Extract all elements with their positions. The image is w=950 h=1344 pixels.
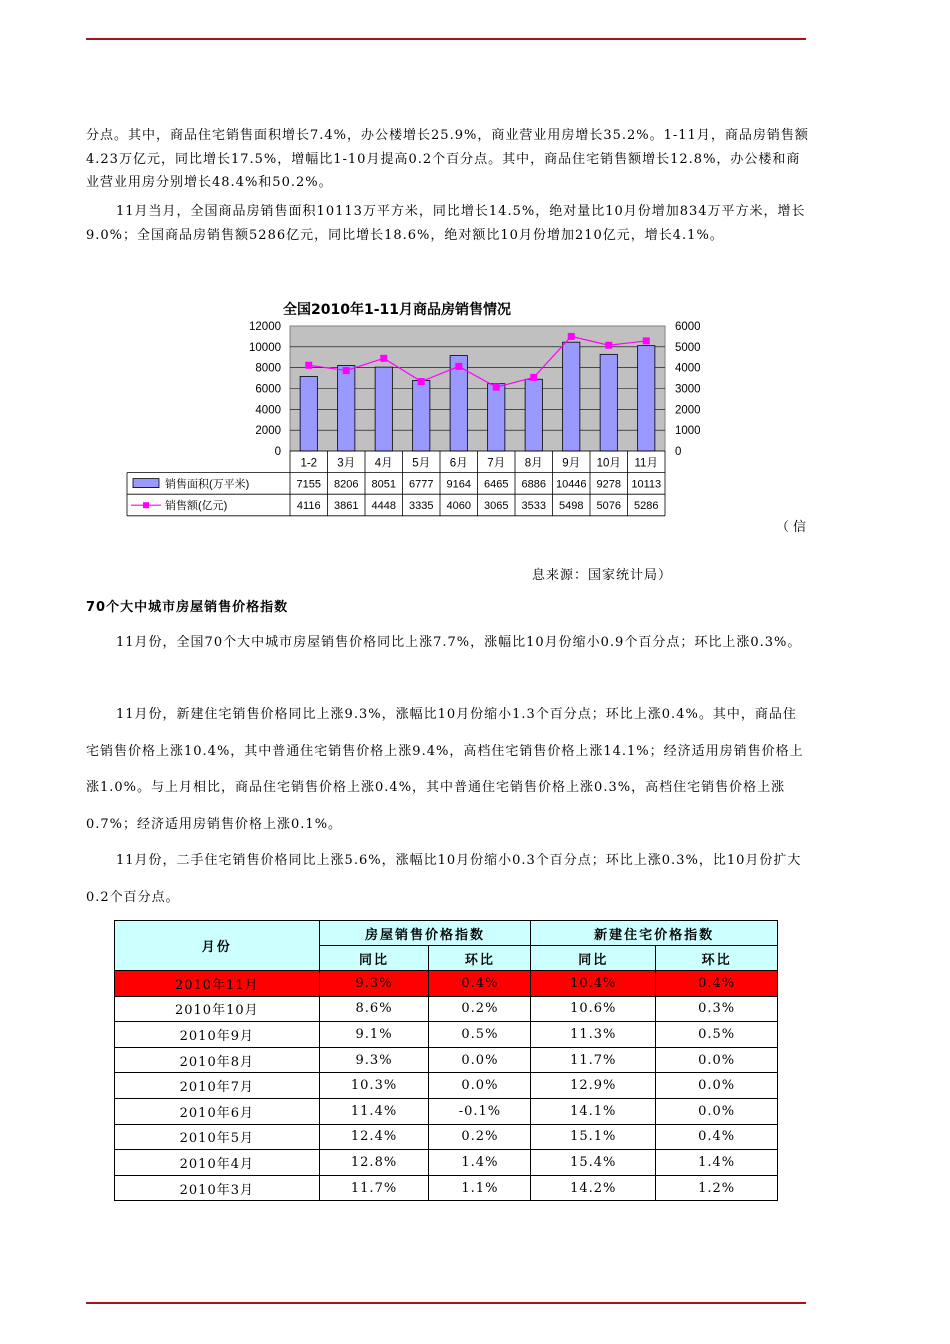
right-tick-label: 2000: [675, 404, 701, 417]
right-tick-label: 1000: [675, 425, 701, 438]
table-cell-value: 11.7%: [319, 1175, 429, 1201]
table-cell-value: 12.4%: [319, 1124, 429, 1150]
table-cell-value: -0.1%: [429, 1098, 531, 1124]
bar: [563, 342, 580, 451]
table-cell-value: 0.5%: [429, 1022, 531, 1048]
right-tick-label: 5000: [675, 341, 701, 354]
left-tick-label: 8000: [255, 362, 281, 375]
table-cell-value: 9.3%: [319, 971, 429, 997]
line-data-label: 5076: [596, 500, 621, 513]
bar: [600, 354, 617, 451]
bar-data-label: 6886: [521, 478, 546, 491]
line-data-label: 5286: [634, 500, 659, 513]
bar: [638, 346, 655, 451]
table-cell-value: 12.8%: [319, 1150, 429, 1176]
table-cell-value: 0.0%: [656, 1047, 778, 1073]
table-cell-value: 0.2%: [429, 996, 531, 1022]
source-note: 息来源：国家统计局）: [532, 568, 673, 583]
table-cell-value: 0.4%: [656, 971, 778, 997]
table-cell-month: 2010年8月: [115, 1047, 320, 1073]
right-tick-label: 3000: [675, 383, 701, 396]
table-cell-value: 9.1%: [319, 1022, 429, 1048]
category-label: 11月: [634, 457, 658, 470]
table-cell-value: 10.6%: [531, 996, 656, 1022]
table-cell-value: 1.1%: [429, 1175, 531, 1201]
table-cell-value: 1.4%: [656, 1150, 778, 1176]
bar-data-label: 6777: [409, 478, 434, 491]
table-cell-value: 8.6%: [319, 996, 429, 1022]
header-new-housing-index: 新建住宅价格指数: [531, 921, 778, 946]
table-cell-value: 0.4%: [429, 971, 531, 997]
header-new-mom: 环比: [656, 946, 778, 971]
section-heading: 70个大中城市房屋销售价格指数: [86, 600, 289, 615]
header-rule: [86, 38, 806, 40]
left-tick-label: 10000: [249, 341, 281, 354]
table-cell-value: 14.1%: [531, 1098, 656, 1124]
table-cell-value: 0.0%: [656, 1073, 778, 1099]
line-data-label: 4116: [296, 500, 321, 513]
table-cell-month: 2010年11月: [115, 971, 320, 997]
bar-data-label: 10113: [631, 478, 662, 491]
table-cell-value: 0.0%: [429, 1047, 531, 1073]
table-row: [115, 1175, 778, 1201]
category-label: 8月: [524, 457, 543, 470]
paragraph-new-housing: 11月份，新建住宅销售价格同比上涨9.3%，涨幅比10月份缩小1.3个百分点；环比上涨0.4%。其中，商品住宅销售价格上涨10.4%，其中普通住宅销售价格上涨9.4%，高档住宅销售价格上涨14.1%；经济适用房销售价格上涨1.0%。与上月相比，商品住宅销售价格上涨0.4%，其中普通住宅销售价格上涨0.3%，高档住宅销售价格上涨0.7%；经济适用房销售价格上涨0.1%。: [86, 707, 804, 833]
bar: [413, 380, 430, 451]
table-cell-value: 14.2%: [531, 1175, 656, 1201]
line-data-label: 3065: [484, 500, 509, 513]
table-cell-month: 2010年3月: [115, 1175, 320, 1201]
category-label: 4月: [374, 457, 393, 470]
category-label: 10月: [596, 457, 621, 470]
left-tick-label: 6000: [255, 383, 281, 396]
table-cell-value: 1.4%: [429, 1150, 531, 1176]
category-label: 1-2: [300, 457, 318, 470]
table-cell-value: 0.0%: [429, 1073, 531, 1099]
table-row: [115, 1124, 778, 1150]
table-cell-value: 11.7%: [531, 1047, 656, 1073]
category-label: 5月: [412, 457, 431, 470]
bar: [300, 376, 317, 451]
table-cell-value: 10.3%: [319, 1073, 429, 1099]
table-cell-value: 12.9%: [531, 1073, 656, 1099]
table-row: [115, 1047, 778, 1073]
table-cell-month: 2010年5月: [115, 1124, 320, 1150]
line-point: [643, 337, 650, 344]
line-point: [343, 367, 350, 374]
table-row: [115, 1022, 778, 1048]
line-point: [418, 378, 425, 385]
bar: [488, 384, 505, 451]
sales-chart-svg: [125, 294, 701, 516]
bar-data-label: 9164: [446, 478, 471, 491]
price-index-table: [114, 920, 778, 1201]
header-month: 月份: [115, 921, 320, 971]
left-tick-label: 4000: [255, 404, 281, 417]
table-cell-value: 11.4%: [319, 1098, 429, 1124]
bar-data-label: 9278: [596, 478, 621, 491]
table-row: [115, 1073, 778, 1099]
legend-label-line: 销售额(亿元): [165, 500, 228, 513]
category-label: 7月: [487, 457, 506, 470]
table-cell-value: 15.1%: [531, 1124, 656, 1150]
right-tick-label: 6000: [675, 321, 701, 333]
line-point: [305, 362, 312, 369]
line-point: [455, 363, 462, 370]
category-label: 9月: [562, 457, 581, 470]
table-cell-value: 0.4%: [656, 1124, 778, 1150]
category-label: 6月: [449, 457, 468, 470]
line-point: [380, 355, 387, 362]
table-cell-value: 11.3%: [531, 1022, 656, 1048]
bar-data-label: 10446: [555, 478, 587, 491]
bar-data-label: 8206: [334, 478, 359, 491]
table-row: [115, 1098, 778, 1124]
bar: [375, 367, 392, 451]
left-tick-label: 12000: [249, 321, 281, 333]
chart-title: 全国2010年1-11月商品房销售情况: [283, 302, 511, 318]
line-point: [568, 333, 575, 340]
footer-rule: [86, 1302, 806, 1304]
table-cell-month: 2010年9月: [115, 1022, 320, 1048]
header-housing-mom: 环比: [429, 946, 531, 971]
table-cell-value: 15.4%: [531, 1150, 656, 1176]
paragraph-sales-area: 分点。其中，商品住宅销售面积增长7.4%，办公楼增长25.9%，商业营业用房增长35.2%。1-11月，商品房销售额4.23万亿元，同比增长17.5%，增幅比1-10月提高0.2个百分点。其中，商品住宅销售额增长12.8%，办公楼和商业营业用房分别增长48.4%和50.2%。: [86, 128, 809, 190]
header-housing-index: 房屋销售价格指数: [319, 921, 531, 946]
table-cell-month: 2010年4月: [115, 1150, 320, 1176]
right-tick-label: 4000: [675, 362, 701, 375]
paragraph-second-hand: 11月份，二手住宅销售价格同比上涨5.6%，涨幅比10月份缩小0.3个百分点；环比上涨0.3%，比10月份扩大0.2个百分点。: [86, 853, 802, 905]
table-row: [115, 971, 778, 997]
line-data-label: 5498: [559, 500, 584, 513]
bar-data-label: 6465: [484, 478, 509, 491]
legend-key-bars: [133, 479, 159, 488]
line-data-label: 3533: [521, 500, 546, 513]
table-cell-month: 2010年7月: [115, 1073, 320, 1099]
left-tick-label: 0: [274, 446, 281, 458]
line-point: [530, 374, 537, 381]
line-data-label: 3861: [334, 500, 359, 513]
table-cell-value: 1.2%: [656, 1175, 778, 1201]
bar: [338, 366, 355, 451]
table-cell-value: 0.2%: [429, 1124, 531, 1150]
paragraph-november-sales: 11月当月，全国商品房销售面积10113万平方米，同比增长14.5%，绝对量比10月份增加834万平方米，增长9.0%；全国商品房销售额5286亿元，同比增长18.6%，绝对额比10月份增加210亿元，增长4.1%。: [86, 204, 806, 243]
source-note-open: （信: [776, 520, 811, 535]
legend-key-marker: [143, 502, 149, 508]
paragraph-70-cities: 11月份，全国70个大中城市房屋销售价格同比上涨7.7%，涨幅比10月份缩小0.9个百分点；环比上涨0.3%。: [116, 635, 802, 650]
legend-label-bars: 销售面积(万平米): [165, 478, 250, 491]
line-data-label: 4060: [446, 500, 471, 513]
line-data-label: 4448: [371, 500, 396, 513]
left-tick-label: 2000: [255, 425, 281, 438]
line-point: [493, 384, 500, 391]
table-row: [115, 996, 778, 1022]
bar: [525, 379, 542, 451]
table-cell-month: 2010年6月: [115, 1098, 320, 1124]
bar-data-label: 7155: [296, 478, 321, 491]
line-data-label: 3335: [409, 500, 434, 513]
table-cell-value: 0.0%: [656, 1098, 778, 1124]
table-cell-value: 10.4%: [531, 971, 656, 997]
table-cell-value: 0.5%: [656, 1022, 778, 1048]
sales-chart: [125, 294, 701, 516]
right-tick-label: 0: [675, 446, 682, 458]
table-cell-value: 0.3%: [656, 996, 778, 1022]
bar-data-label: 8051: [371, 478, 396, 491]
header-new-yoy: 同比: [531, 946, 656, 971]
table-cell-value: 9.3%: [319, 1047, 429, 1073]
header-housing-yoy: 同比: [319, 946, 429, 971]
line-point: [605, 342, 612, 349]
category-label: 3月: [337, 457, 356, 470]
table-row: [115, 1150, 778, 1176]
table-cell-month: 2010年10月: [115, 996, 320, 1022]
